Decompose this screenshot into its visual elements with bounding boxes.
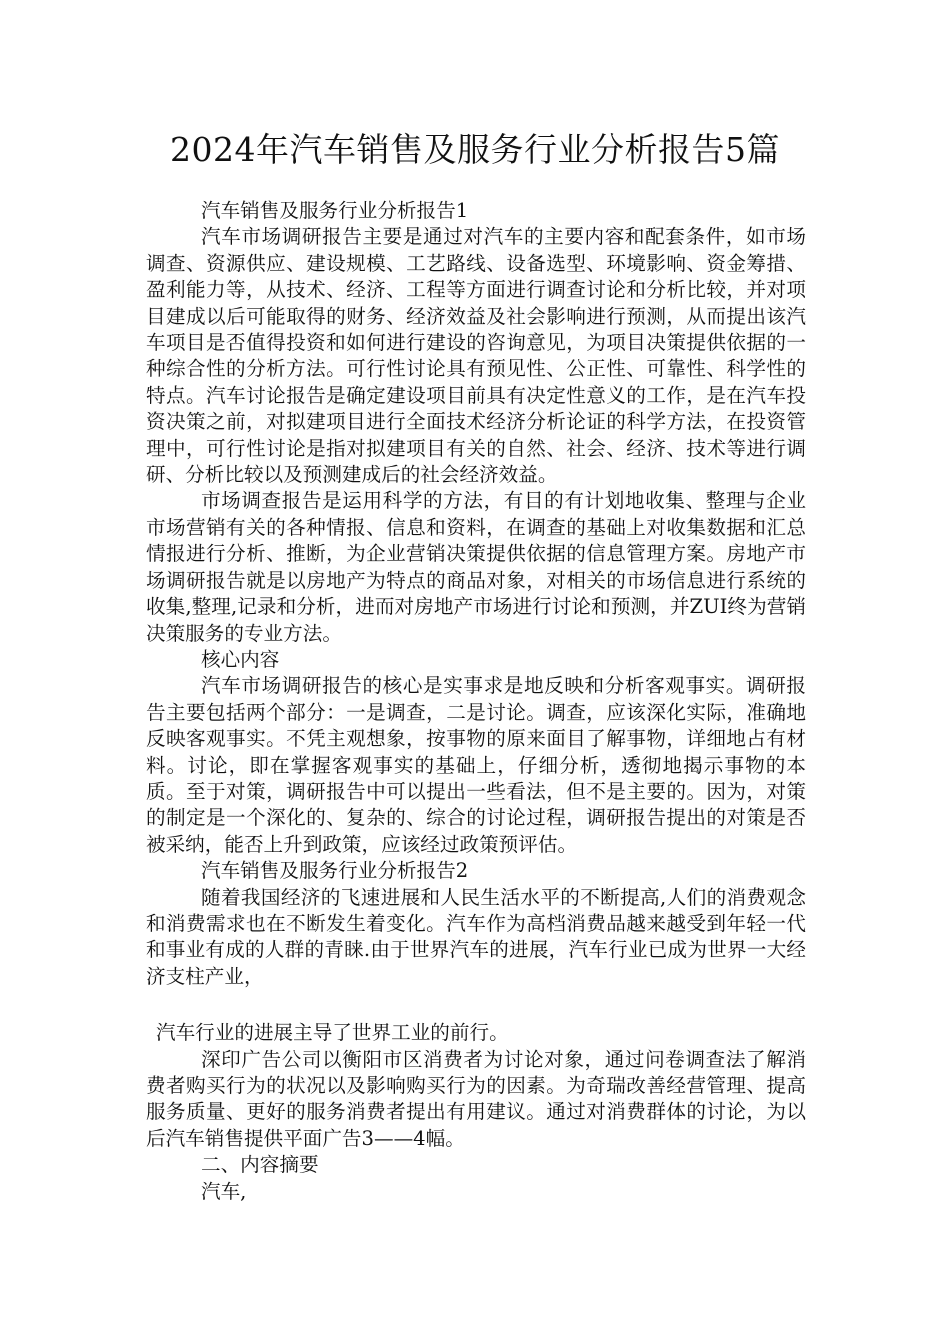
document-title: 2024年汽车销售及服务行业分析报告5篇 bbox=[170, 130, 780, 169]
paragraph-industry-lead: 汽车行业的进展主导了世界工业的前行。 bbox=[156, 1021, 509, 1045]
report2-heading: 汽车销售及服务行业分析报告2 bbox=[201, 859, 469, 883]
core-content-heading: 核心内容 bbox=[201, 647, 280, 671]
document-body bbox=[146, 198, 806, 1205]
report1-heading: 汽车销售及服务行业分析报告1 bbox=[201, 199, 469, 222]
paragraph-gap bbox=[146, 990, 806, 1020]
summary-heading: 二、内容摘要 bbox=[201, 1153, 319, 1177]
paragraph-summary-start: 汽车, bbox=[201, 1179, 247, 1203]
paragraph-feasibility: 汽车市场调研报告主要是通过对汽车的主要内容和配套条件，如市场调查、资源供应、建设规模、工艺路线、设备选型、环境影响、资金筹措、盈利能力等，从技术、经济、工程等方面进行调查讨论和分析比较，并对项目建成以后可能取得的财务、经济效益及社会影响进行预测，从而提出该汽车项目是否值得投资和如何进行建设的咨询意见，为项目决策提供依据的一种综合性的分析方法。可行性讨论具有预见性、公正性、可靠性、科学性的特点。汽车讨论报告是确定建设项目前具有决定性意义的工作，是在汽车投资决策之前，对拟建项目进行全面技术经济分析论证的科学方法，在投资管理中，可行性讨论是指对拟建项目有关的自然、社会、经济、技术等进行调研、分析比较以及预测建成后的社会经济效益。 bbox=[146, 225, 806, 487]
paragraph-market-survey: 市场调查报告是运用科学的方法，有目的有计划地收集、整理与企业市场营销有关的各种情报、信息和资料，在调查的基础上对收集数据和汇总情报进行分析、推断，为企业营销决策提供依据的信息管理方案。房地产市场调研报告就是以房地产为特点的商品对象，对相关的市场信息进行系统的收集,整理,记录和分析，进而对房地产市场进行讨论和预测，并ZUI终为营销决策服务的专业方法。 bbox=[146, 489, 806, 645]
paragraph-core-content: 汽车市场调研报告的核心是实事求是地反映和分析客观事实。调研报告主要包括两个部分：一是调查，二是讨论。调查，应该深化实际，准确地反映客观事实。不凭主观想象，按事物的原来面目了解事物，详细地占有材料。讨论，即在掌握客观事实的基础上，仔细分析，透彻地揭示事物的本质。至于对策，调研报告中可以提出一些看法，但不是主要的。因为，对策的制定是一个深化的、复杂的、综合的讨论过程，调研报告提出的对策是否被采纳，能否上升到政策，应该经过政策预评估。 bbox=[146, 674, 806, 856]
paragraph-consumption: 随着我国经济的飞速进展和人民生活水平的不断提高,人们的消费观念和消费需求也在不断发生着变化。汽车作为高档消费品越来越受到年轻一代和事业有成的人群的青睐.由于世界汽车的进展，汽车行业已成为世界一大经济支柱产业， bbox=[146, 885, 806, 988]
paragraph-advertising: 深印广告公司以衡阳市区消费者为讨论对象，通过问卷调查法了解消费者购买行为的状况以及影响购买行为的因素。为奇瑞改善经营管理、提高服务质量、更好的服务消费者提出有用建议。通过对消费群体的讨论，为以后汽车销售提供平面广告3——4幅。 bbox=[146, 1047, 806, 1150]
